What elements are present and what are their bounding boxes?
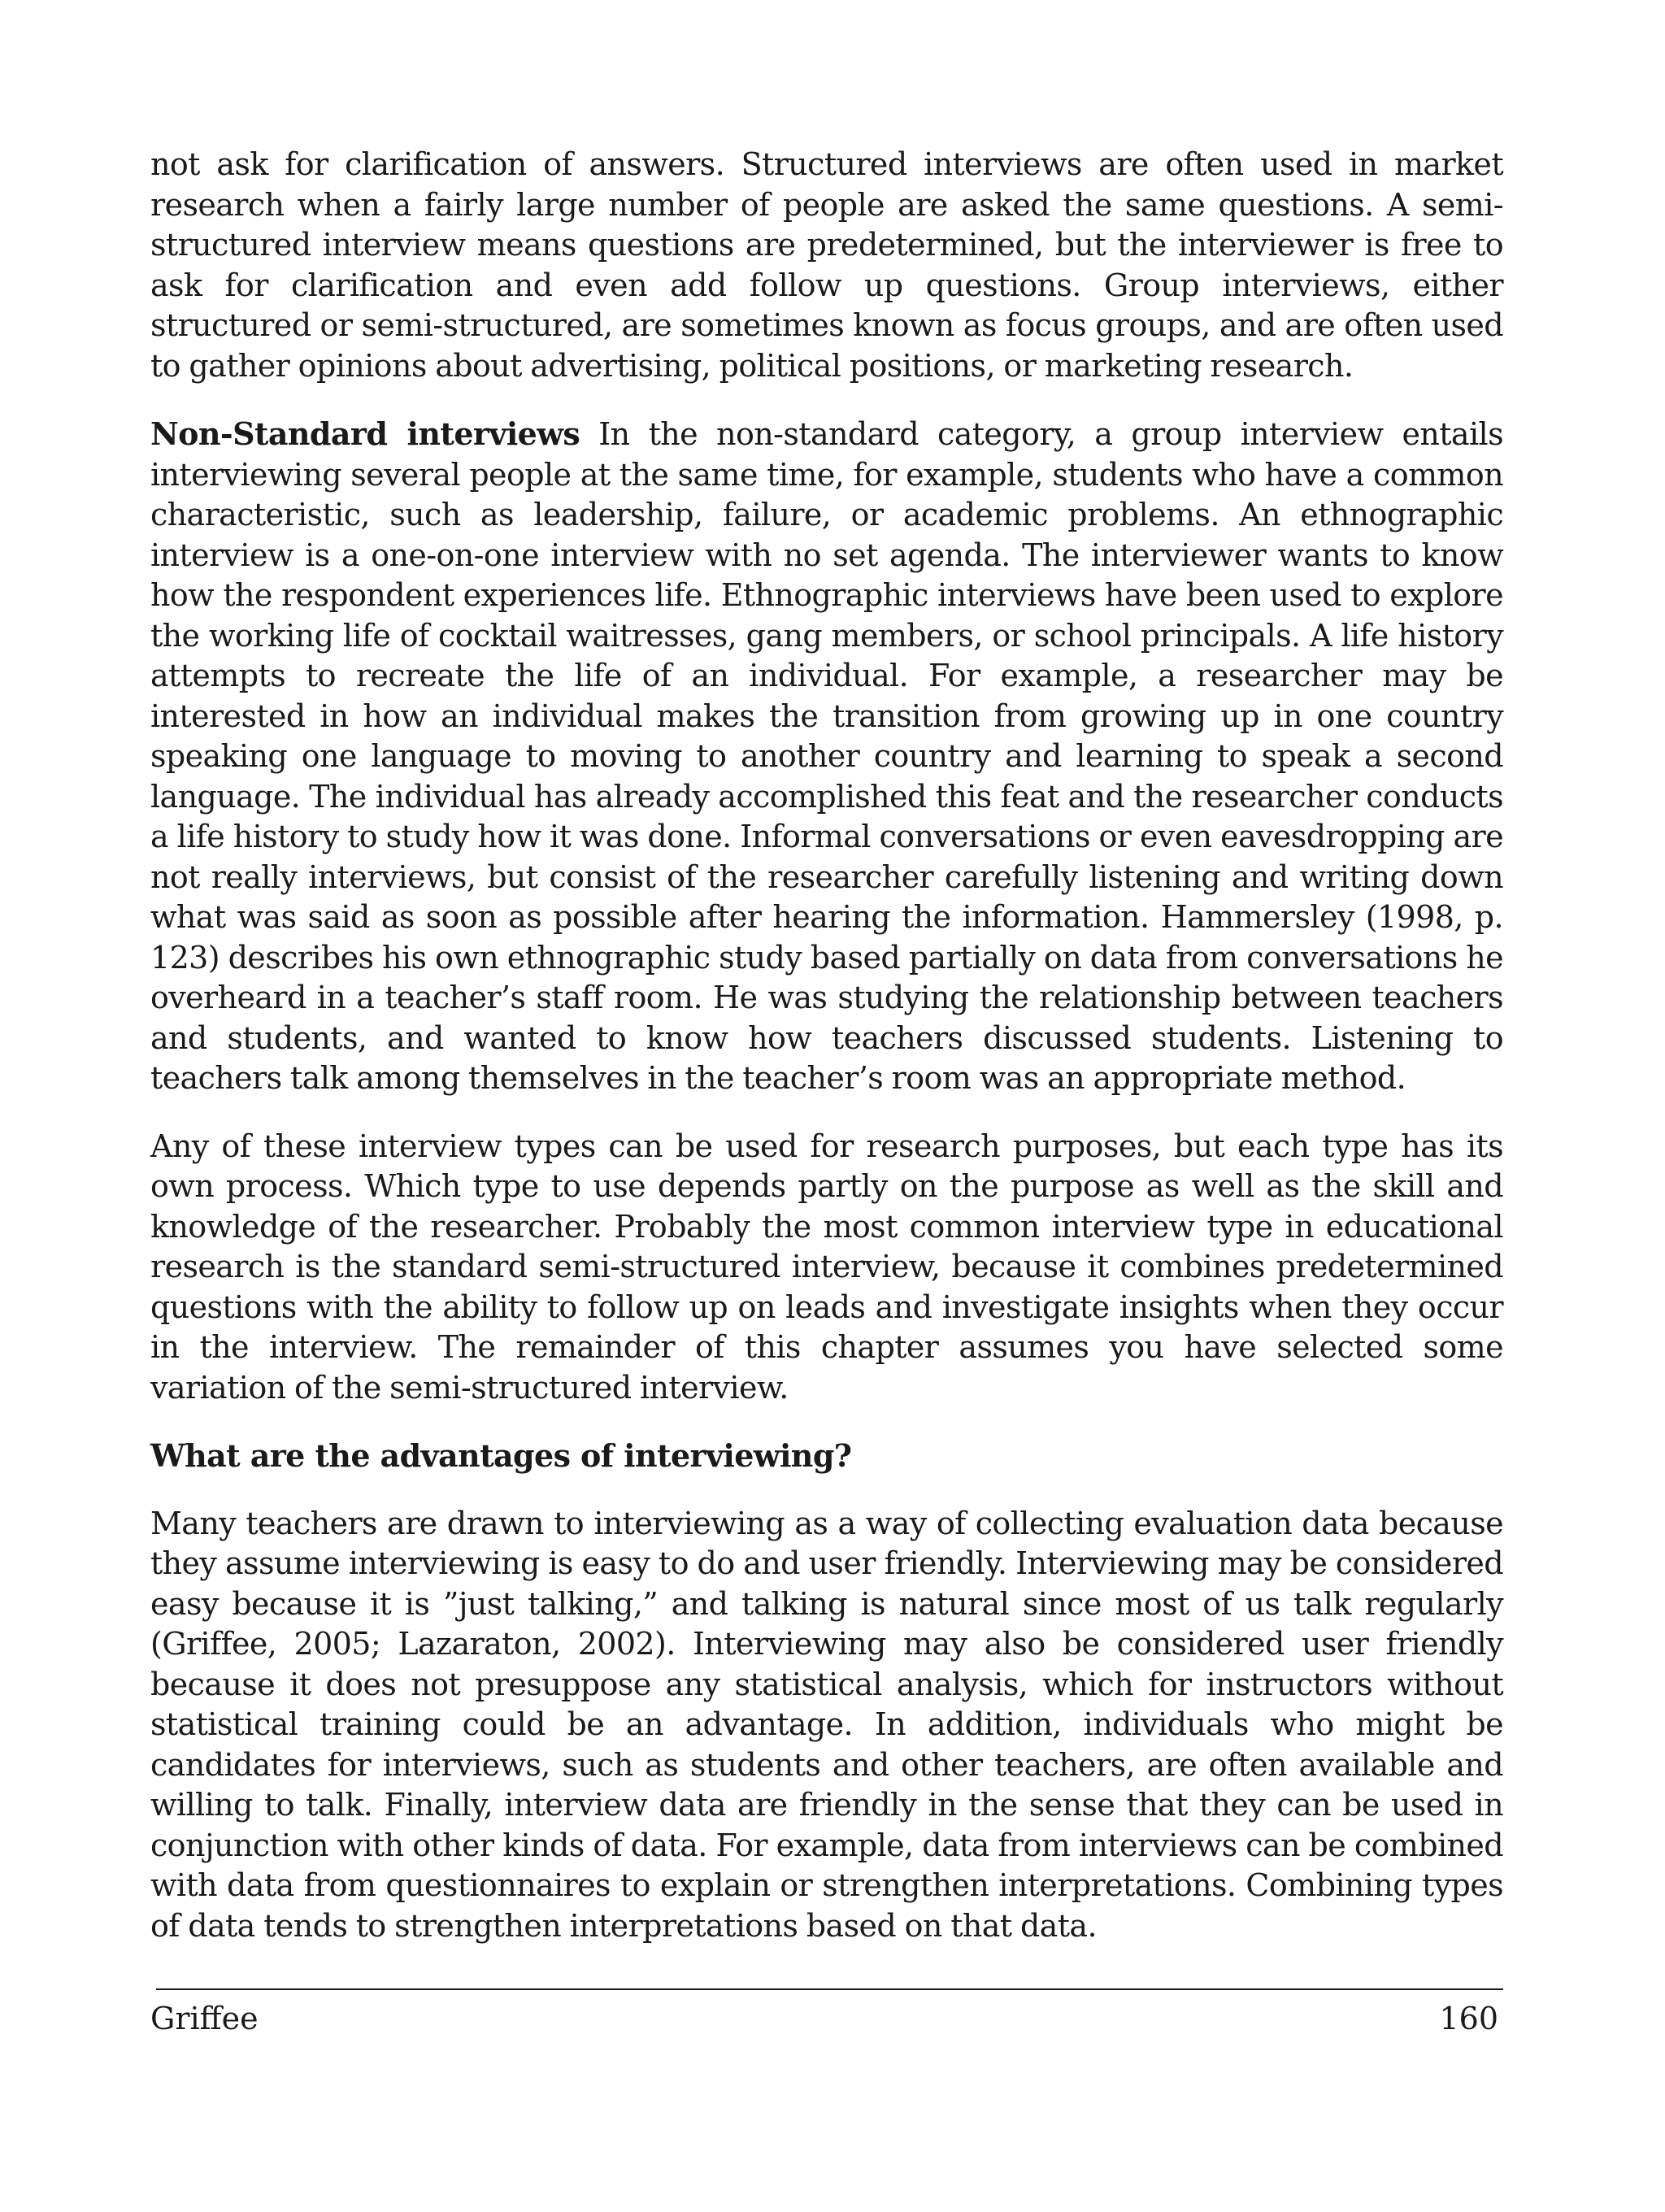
page-number: 160 <box>1439 2001 1498 2036</box>
footer-divider <box>156 1988 1503 1990</box>
paragraph-lead-term: Non-Standard interviews <box>150 415 580 452</box>
page-body <box>150 145 1503 1974</box>
footer-author: Griffee <box>150 2001 259 2036</box>
paragraph-interview-types-purpose: Any of these interview types can be used for research purposes, but each type has its own process. Which type to use depends partly on the purpose as well as the skill and knowledge of the researcher. Probably the most common interview type in educational research is the standard semi-structured interview, because it combines predetermined questions with the ability to follow up on leads and investigate insights when they occur in the interview. The remainder of this chapter assumes you have selected some variation of the semi-structured interview. <box>150 1128 1503 1406</box>
paragraph-advantages: Many teachers are drawn to interviewing as a way of collecting evaluation data because they assume interviewing is easy to do and user friendly. Interviewing may be considered easy because it is ”just talking,” and talking is natural since most of us talk regularly (Griffee, 2005; Lazaraton, 2002). Interviewing may also be considered user friendly because it does not presuppose any statistical analysis, which for instructors without statistical training could be an advantage. In addition, individuals who might be candidates for interviews, such as students and other teachers, are often available and willing to talk. Finally, interview data are friendly in the sense that they can be used in conjunction with other kinds of data. For example, data from interviews can be combined with data from questionnaires to explain or strengthen interpretations. Combining types of data tends to strengthen interpretations based on that data. <box>150 1505 1503 1944</box>
paragraph-body: In the non-standard category, a group interview entails interviewing several people at the same time, for example, students who have a common characteristic, such as leadership, failure, or academic problems. An ethnographic interview is a one-on-one interview with no set agenda. The interviewer wants to know how the respondent experiences life. Ethnographic interviews have been used to explore the working life of cocktail waitresses, gang members, or school principals. A life history attempts to recreate the life of an individual. For example, a researcher may be interested in how an individual makes the transition from growing up in one country speaking one language to moving to another country and learning to speak a second language. The individual has already accomplished this feat and the researcher conducts a life history to study how it was done. Informal conversations or even eavesdropping are not really interviews, but consist of the researcher carefully listening and writing down what was said as soon as possible after hearing the information. Hammersley (1998, p. 123) describes his own ethnographic study based partially on data from conversations he overheard in a teacher’s staff room. He was studying the relationship between teachers and students, and wanted to know how teachers discussed students. Listening to teachers talk among themselves in the teacher’s room was an appropriate method. <box>150 416 1503 1096</box>
paragraph-non-standard-interviews <box>150 414 1503 1099</box>
section-heading: What are the advantages of interviewing? <box>150 1437 852 1474</box>
paragraph-structured-interviews: not ask for clarification of answers. Structured interviews are often used in market research when a fairly large number of people are asked the same questions. A semi-structured interview means questions are predetermined, but the interviewer is free to ask for clarification and even add follow up questions. Group interviews, either structured or semi-structured, are sometimes known as focus groups, and are often used to gather opinions about advertising, political positions, or marketing research. <box>150 146 1503 384</box>
